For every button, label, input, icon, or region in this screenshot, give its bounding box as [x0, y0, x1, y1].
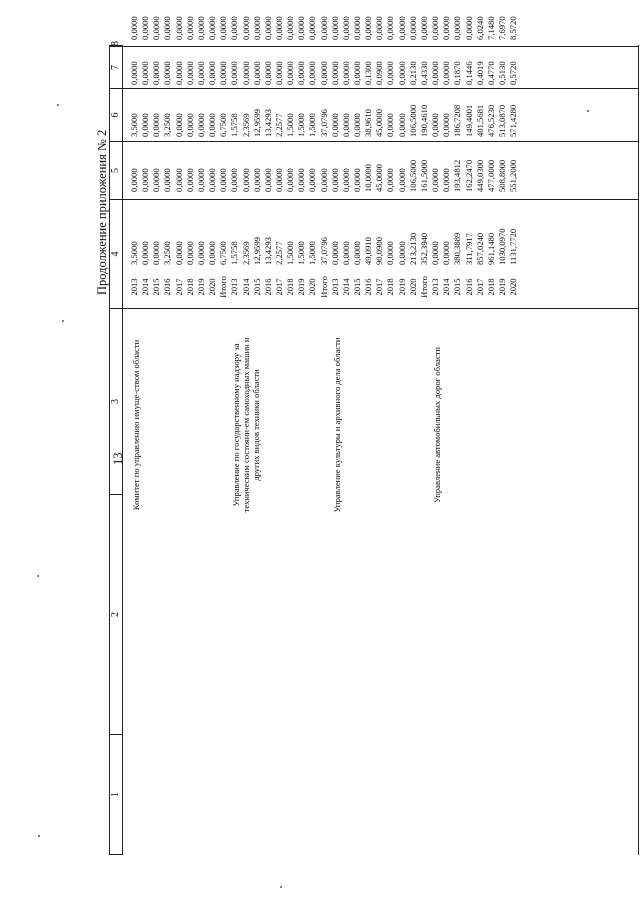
organization-name: Управление культуры и архивного дела области: [331, 337, 342, 513]
value-cell-c5: 0,0000: [129, 168, 139, 192]
year-cell: 2014: [340, 278, 351, 296]
column-number-2: 2: [110, 494, 122, 734]
value-cell-c5: 106,5000: [407, 159, 418, 192]
value-cell-c7: 0,1446: [463, 61, 474, 85]
value-cell-c4: 90,0900: [374, 237, 385, 265]
value-cell-c5: 0,0000: [329, 168, 340, 192]
value-cell-c6: 0,0000: [396, 113, 407, 137]
value-cell-c7: 0,0000: [218, 61, 229, 85]
value-cell-c5: 0,0000: [352, 168, 362, 192]
value-cell-c8: 7,1480: [485, 16, 496, 40]
value-cell-c5: 0,0000: [184, 168, 195, 192]
value-cell-c6: 476,5230: [485, 104, 496, 137]
year-cell: 2017: [374, 278, 385, 296]
column-number-3: 3: [110, 308, 122, 494]
value-cell-c7: 0,5130: [496, 61, 507, 85]
value-cell-c8: 0,0000: [184, 16, 195, 40]
table-row: [140, 16, 151, 855]
value-cell-c8: 0,0000: [218, 16, 229, 40]
value-cell-c8: 0,0000: [352, 16, 362, 40]
year-cell: 2019: [195, 278, 206, 296]
year-cell: 2016: [463, 278, 474, 296]
value-cell-c5: 45,0000: [374, 164, 385, 192]
value-cell-c8: 0,0000: [418, 16, 429, 40]
value-cell-c6: 0,0000: [352, 113, 362, 137]
value-cell-c4: 0,0000: [195, 241, 206, 265]
year-cell: 2013: [129, 278, 139, 296]
value-cell-c7: 0,1300: [363, 61, 374, 85]
value-cell-c7: 0,0000: [430, 61, 441, 85]
table-row: [207, 16, 218, 855]
table-row: [240, 16, 252, 855]
column-number-6: 6: [110, 88, 122, 141]
value-cell-c6: 13,4293: [262, 109, 273, 137]
year-cell: 2017: [173, 278, 184, 296]
year-cell: 2019: [396, 278, 407, 296]
value-cell-c8: 0,0000: [162, 16, 173, 40]
value-cell-c6: 186,7208: [452, 104, 463, 137]
value-cell-c8: 7,6970: [496, 16, 507, 40]
value-cell-c7: 0,0000: [195, 61, 206, 85]
value-cell-c4: 213,2130: [407, 232, 418, 265]
value-cell-c5: 449,0300: [474, 159, 485, 192]
value-cell-c6: 1,5758: [229, 113, 240, 137]
table-bottom-border: [638, 45, 639, 855]
value-cell-c8: 0,0000: [407, 16, 418, 40]
value-cell-c6: 38,9610: [363, 109, 374, 137]
value-cell-c8: 8,5720: [508, 16, 519, 40]
year-cell: 2020: [307, 278, 318, 296]
value-cell-c8: 0,0000: [441, 16, 452, 40]
value-cell-c7: 0,0000: [318, 61, 329, 85]
value-cell-c4: 1,5758: [229, 241, 240, 265]
year-cell: 2018: [285, 278, 296, 296]
table-row: [307, 16, 318, 855]
value-cell-c8: 0,0000: [229, 16, 240, 40]
value-cell-c5: 0,0000: [318, 168, 329, 192]
year-cell: 2019: [296, 278, 307, 296]
value-cell-c8: 0,0000: [273, 16, 284, 40]
year-cell: 2014: [240, 278, 251, 296]
year-cell: 2019: [496, 278, 507, 296]
column-number-5: 5: [110, 141, 122, 199]
value-cell-c4: 0,0000: [441, 241, 452, 265]
value-cell-c7: 0,0000: [229, 61, 240, 85]
value-cell-c6: 1,5000: [296, 113, 307, 137]
value-cell-c8: 0,0000: [385, 16, 396, 40]
column-number-1: 1: [110, 734, 122, 854]
table-row: [329, 16, 341, 855]
value-cell-c5: 0,0000: [173, 168, 184, 192]
value-cell-c6: 149,4001: [463, 104, 474, 137]
year-cell: 2017: [273, 278, 284, 296]
value-cell-c4: 3,5000: [129, 241, 139, 265]
year-cell: 2013: [430, 278, 441, 296]
table-row: [184, 16, 196, 855]
value-cell-c4: 0,0000: [184, 241, 195, 265]
value-cell-c8: 0,0000: [374, 16, 385, 40]
value-cell-c5: 161,5000: [418, 159, 429, 192]
value-cell-c6: 0,0000: [195, 113, 206, 137]
value-cell-c5: 0,0000: [340, 168, 351, 192]
value-cell-c4: 37,0796: [318, 237, 329, 265]
value-cell-c4: 2,3569: [240, 241, 251, 265]
value-cell-c6: 45,0000: [374, 109, 385, 137]
value-cell-c8: 0,0000: [396, 16, 407, 40]
value-cell-c4: 0,0000: [140, 241, 151, 265]
year-cell: 2014: [441, 278, 452, 296]
value-cell-c6: 0,0000: [151, 113, 162, 137]
value-cell-c7: 0,4770: [485, 61, 496, 85]
table-row: [496, 16, 508, 855]
value-cell-c8: 0,0000: [173, 16, 184, 40]
year-cell: 2015: [452, 278, 463, 296]
value-cell-c5: 0,0000: [385, 168, 396, 192]
table-row: [441, 16, 452, 855]
value-cell-c5: 0,0000: [218, 168, 229, 192]
table-row: [296, 16, 307, 855]
value-cell-c6: 106,5000: [407, 104, 418, 137]
value-cell-c4: 13,4293: [262, 237, 273, 265]
value-cell-c6: 12,9599: [251, 109, 262, 137]
value-cell-c4: 857,0240: [474, 232, 485, 265]
value-cell-c8: 0,0000: [140, 16, 151, 40]
value-cell-c8: 0,0000: [329, 16, 340, 40]
rotated-table-sheet: [95, 16, 639, 855]
value-cell-c5: 0,0000: [162, 168, 173, 192]
column-13-label: 13: [111, 452, 125, 465]
value-cell-c7: 0,0000: [184, 61, 195, 85]
value-cell-c7: 0,0000: [240, 61, 251, 85]
table-row: [407, 16, 419, 855]
value-cell-c4: 1030,0970: [496, 228, 507, 265]
value-cell-c4: 380,3889: [452, 232, 463, 265]
value-cell-c4: 0,0000: [396, 241, 407, 265]
value-cell-c8: 0,0000: [430, 16, 441, 40]
value-cell-c5: 0,0000: [262, 168, 273, 192]
value-cell-c8: 0,0000: [318, 16, 329, 40]
table-row: [418, 16, 430, 855]
value-cell-c7: 0,0000: [207, 61, 218, 85]
year-cell: 2020: [207, 278, 218, 296]
value-cell-c5: 0,0000: [273, 168, 284, 192]
value-cell-c6: 513,0870: [496, 104, 507, 137]
year-cell: 2016: [363, 278, 374, 296]
value-cell-c4: 0,0000: [385, 241, 396, 265]
table-row: [195, 16, 207, 855]
value-cell-c4: 961,1480: [485, 232, 496, 265]
value-cell-c6: 0,0000: [430, 113, 441, 137]
column-number-header: [109, 41, 123, 855]
value-cell-c5: 0,0000: [207, 168, 218, 192]
year-cell: 2013: [329, 278, 340, 296]
value-cell-c7: 0,5720: [508, 61, 519, 85]
value-cell-c8: 0,0000: [251, 16, 262, 40]
table-row: [485, 16, 497, 855]
value-cell-c8: 0,0000: [296, 16, 307, 40]
value-cell-c5: 0,0000: [296, 168, 307, 192]
value-cell-c5: 0,0000: [441, 168, 452, 192]
value-cell-c4: 0,0000: [207, 241, 218, 265]
year-cell: 2016: [162, 278, 173, 296]
value-cell-c7: 0,0000: [151, 61, 162, 85]
value-cell-c5: 0,0000: [251, 168, 262, 192]
continuation-heading: Продолжение приложения № 2: [95, 129, 109, 295]
value-cell-c7: 0,4330: [418, 61, 429, 85]
table-row: [151, 16, 162, 855]
value-cell-c4: 311,7917: [463, 233, 474, 265]
table-row: [396, 16, 408, 855]
value-cell-c5: 0,0000: [151, 168, 162, 192]
value-cell-c4: 0,0000: [430, 241, 441, 265]
value-cell-c6: 0,0000: [184, 113, 195, 137]
value-cell-c4: 0,0000: [352, 241, 362, 265]
column-number-8: 8: [110, 41, 121, 46]
value-cell-c6: 0,0000: [140, 113, 151, 137]
value-cell-c5: 0,0000: [285, 168, 296, 192]
table-row: [508, 16, 519, 855]
value-cell-c4: 49,0910: [363, 237, 374, 265]
value-cell-c7: 0,0000: [296, 61, 307, 85]
value-cell-c7: 0,0000: [129, 61, 139, 85]
organization-name: Управление по государственному надзору за техническим состояни-ем самоходных машин и других видов техники области: [231, 337, 262, 513]
value-cell-c8: 0,0000: [240, 16, 251, 40]
value-cell-c8: 0,0000: [363, 16, 374, 40]
year-cell: 2015: [251, 278, 262, 296]
value-cell-c4: 12,9599: [251, 237, 262, 265]
table-row: [474, 16, 486, 855]
value-cell-c8: 0,0000: [307, 16, 318, 40]
table-row: [318, 16, 330, 855]
year-cell: Итого: [318, 276, 329, 298]
value-cell-c4: 6,7500: [218, 241, 229, 265]
value-cell-c8: 0,0000: [340, 16, 351, 40]
column-number-7: 7: [110, 46, 122, 88]
table-row: [273, 16, 285, 855]
value-cell-c4: 1131,7720: [508, 228, 519, 265]
value-cell-c4: 1,5000: [285, 241, 296, 265]
year-cell: 2013: [229, 278, 240, 296]
value-cell-c6: 2,2577: [273, 113, 284, 137]
value-cell-c7: 0,0000: [162, 61, 173, 85]
table-row: [173, 16, 185, 855]
value-cell-c7: 0,1870: [452, 61, 463, 85]
value-cell-c6: 0,0000: [340, 113, 351, 137]
value-cell-c5: 477,0000: [485, 159, 496, 192]
value-cell-c7: 0,0000: [307, 61, 318, 85]
year-cell: Итого: [218, 276, 229, 298]
table-row: [229, 16, 240, 855]
value-cell-c7: 0,0000: [340, 61, 351, 85]
value-cell-c8: 0,0000: [207, 16, 218, 40]
value-cell-c7: 0,4019: [474, 61, 485, 85]
column-number-4: 4: [110, 199, 122, 308]
year-cell: Итого: [418, 276, 429, 298]
value-cell-c8: 0,0000: [151, 16, 162, 40]
value-cell-c6: 0,0000: [173, 113, 184, 137]
value-cell-c4: 0,0000: [173, 241, 184, 265]
value-cell-c6: 401,5681: [474, 104, 485, 137]
table-row: [352, 16, 363, 855]
value-cell-c8: 0,0000: [195, 16, 206, 40]
value-cell-c4: 0,0000: [329, 241, 340, 265]
value-cell-c4: 0,0000: [340, 241, 351, 265]
table-row: [251, 16, 263, 855]
table-row: [430, 16, 441, 855]
value-cell-c5: 0,0000: [195, 168, 206, 192]
year-cell: 2018: [184, 278, 195, 296]
value-cell-c6: 1,5000: [285, 113, 296, 137]
value-cell-c8: 0,0000: [262, 16, 273, 40]
value-cell-c6: 190,4610: [418, 104, 429, 137]
table-row: [452, 16, 463, 855]
value-cell-c7: 0,0000: [441, 61, 452, 85]
value-cell-c7: 0,0000: [262, 61, 273, 85]
value-cell-c6: 0,0000: [207, 113, 218, 137]
value-cell-c5: 508,8000: [496, 159, 507, 192]
value-cell-c5: 0,0000: [307, 168, 318, 192]
value-cell-c7: 0,0000: [251, 61, 262, 85]
table-row: [340, 16, 352, 855]
value-cell-c5: 0,0000: [240, 168, 251, 192]
table-row: [385, 16, 396, 855]
value-cell-c7: 0,0900: [374, 61, 385, 85]
value-cell-c7: 0,0000: [396, 61, 407, 85]
table-row: [218, 16, 229, 855]
value-cell-c5: 0,0000: [396, 168, 407, 192]
value-cell-c6: 3,2500: [162, 113, 173, 137]
value-cell-c7: 0,0000: [140, 61, 151, 85]
value-cell-c6: 0,0000: [385, 113, 396, 137]
table-row: [285, 16, 296, 855]
value-cell-c6: 0,0000: [329, 113, 340, 137]
value-cell-c5: 10,0000: [363, 164, 374, 192]
value-cell-c8: 0,0000: [129, 16, 139, 40]
value-cell-c6: 37,0796: [318, 109, 329, 137]
table-row: [129, 16, 140, 855]
value-cell-c7: 0,0000: [173, 61, 184, 85]
value-cell-c6: 2,3569: [240, 113, 251, 137]
value-cell-c5: 193,4812: [452, 159, 463, 192]
value-cell-c7: 0,0000: [329, 61, 340, 85]
value-cell-c8: 0,0000: [285, 16, 296, 40]
table-row: [463, 16, 475, 855]
organization-name: Комитет по управлению имуще-ством области: [131, 339, 141, 511]
organization-name: Управление автомобильных дорог области: [432, 346, 443, 504]
value-cell-c7: 0,0000: [285, 61, 296, 85]
value-cell-c7: 0,0000: [273, 61, 284, 85]
value-cell-c6: 6,7500: [218, 113, 229, 137]
value-cell-c6: 0,0000: [441, 113, 452, 137]
value-cell-c5: 0,0000: [140, 168, 151, 192]
table-row: [374, 16, 385, 855]
value-cell-c8: 0,0000: [452, 16, 463, 40]
year-cell: 2015: [352, 278, 362, 296]
value-cell-c4: 352,3940: [418, 232, 429, 265]
value-cell-c5: 551,2000: [508, 159, 519, 192]
value-cell-c7: 0,0000: [385, 61, 396, 85]
value-cell-c7: 0,0000: [352, 61, 362, 85]
value-cell-c5: 162,2470: [463, 159, 474, 192]
year-cell: 2017: [474, 278, 485, 296]
year-cell: 2014: [140, 278, 151, 296]
table-row: [363, 16, 374, 855]
table-row: [162, 16, 173, 855]
value-cell-c4: 0,0000: [151, 241, 162, 265]
table-row: [262, 16, 274, 855]
year-cell: 2018: [485, 278, 496, 296]
value-cell-c8: 0,0000: [463, 16, 474, 40]
value-cell-c4: 1,5000: [296, 241, 307, 265]
value-cell-c6: 1,5000: [307, 113, 318, 137]
value-cell-c4: 2,2577: [273, 241, 284, 265]
value-cell-c7: 0,2130: [407, 61, 418, 85]
year-cell: 2018: [385, 278, 396, 296]
value-cell-c5: 0,0000: [430, 168, 441, 192]
value-cell-c4: 1,5000: [307, 241, 318, 265]
value-cell-c5: 0,0000: [229, 168, 240, 192]
value-cell-c8: 6,0240: [474, 16, 485, 40]
value-cell-c6: 571,4280: [508, 104, 519, 137]
year-cell: 2020: [508, 278, 519, 296]
year-cell: 2016: [262, 278, 273, 296]
value-cell-c6: 3,5000: [129, 113, 139, 137]
year-cell: 2020: [407, 278, 418, 296]
value-cell-c4: 3,2500: [162, 241, 173, 265]
year-cell: 2015: [151, 278, 162, 296]
